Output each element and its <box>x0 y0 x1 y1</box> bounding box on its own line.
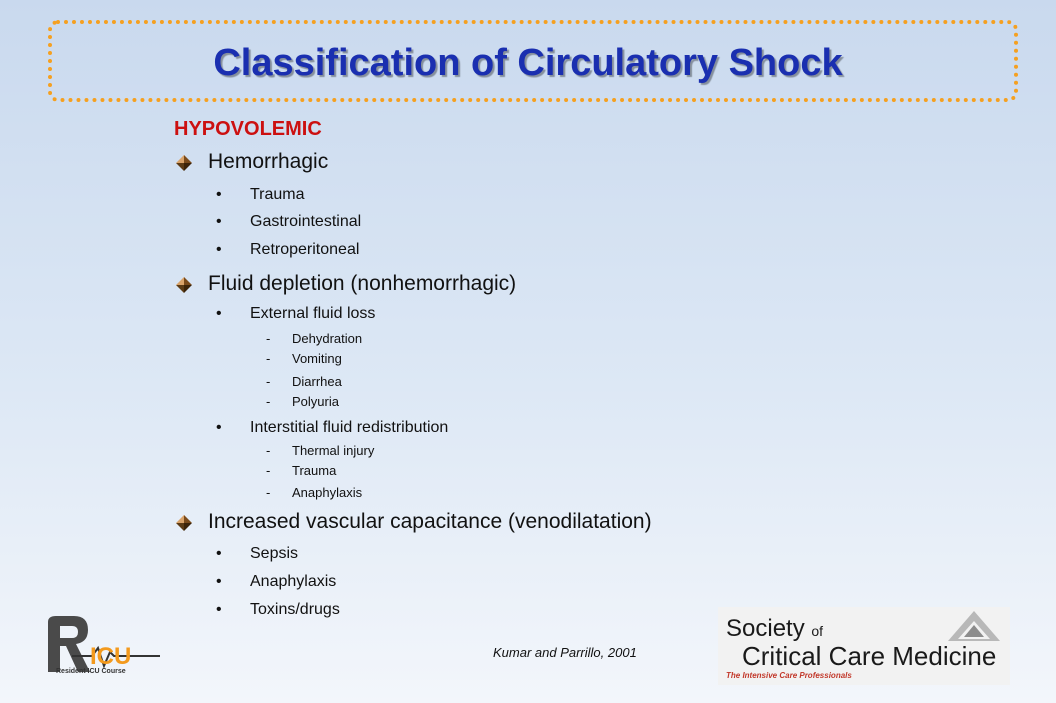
ricu-subtitle: Resident ICU Course <box>56 668 126 675</box>
diamond-bullet-icon <box>174 153 194 173</box>
group-label: Hemorrhagic <box>208 150 329 173</box>
sccm-triangle-icon <box>944 609 1004 643</box>
slide-title: Classification of Circulatory Shock <box>213 42 843 84</box>
group-label: Fluid depletion (nonhemorrhagic) <box>208 272 517 295</box>
diamond-bullet-icon <box>174 275 194 295</box>
citation: Kumar and Parrillo, 2001 <box>493 645 637 660</box>
svg-text:ICU: ICU <box>90 643 132 670</box>
sccm-logo: Society of Critical Care Medicine The Intensive Care Professionals <box>718 607 1010 685</box>
group-label: Increased vascular capacitance (venodilatation) <box>208 510 652 533</box>
section-heading: HYPOVOLEMIC <box>174 118 322 140</box>
diamond-bullet-icon <box>174 513 194 533</box>
